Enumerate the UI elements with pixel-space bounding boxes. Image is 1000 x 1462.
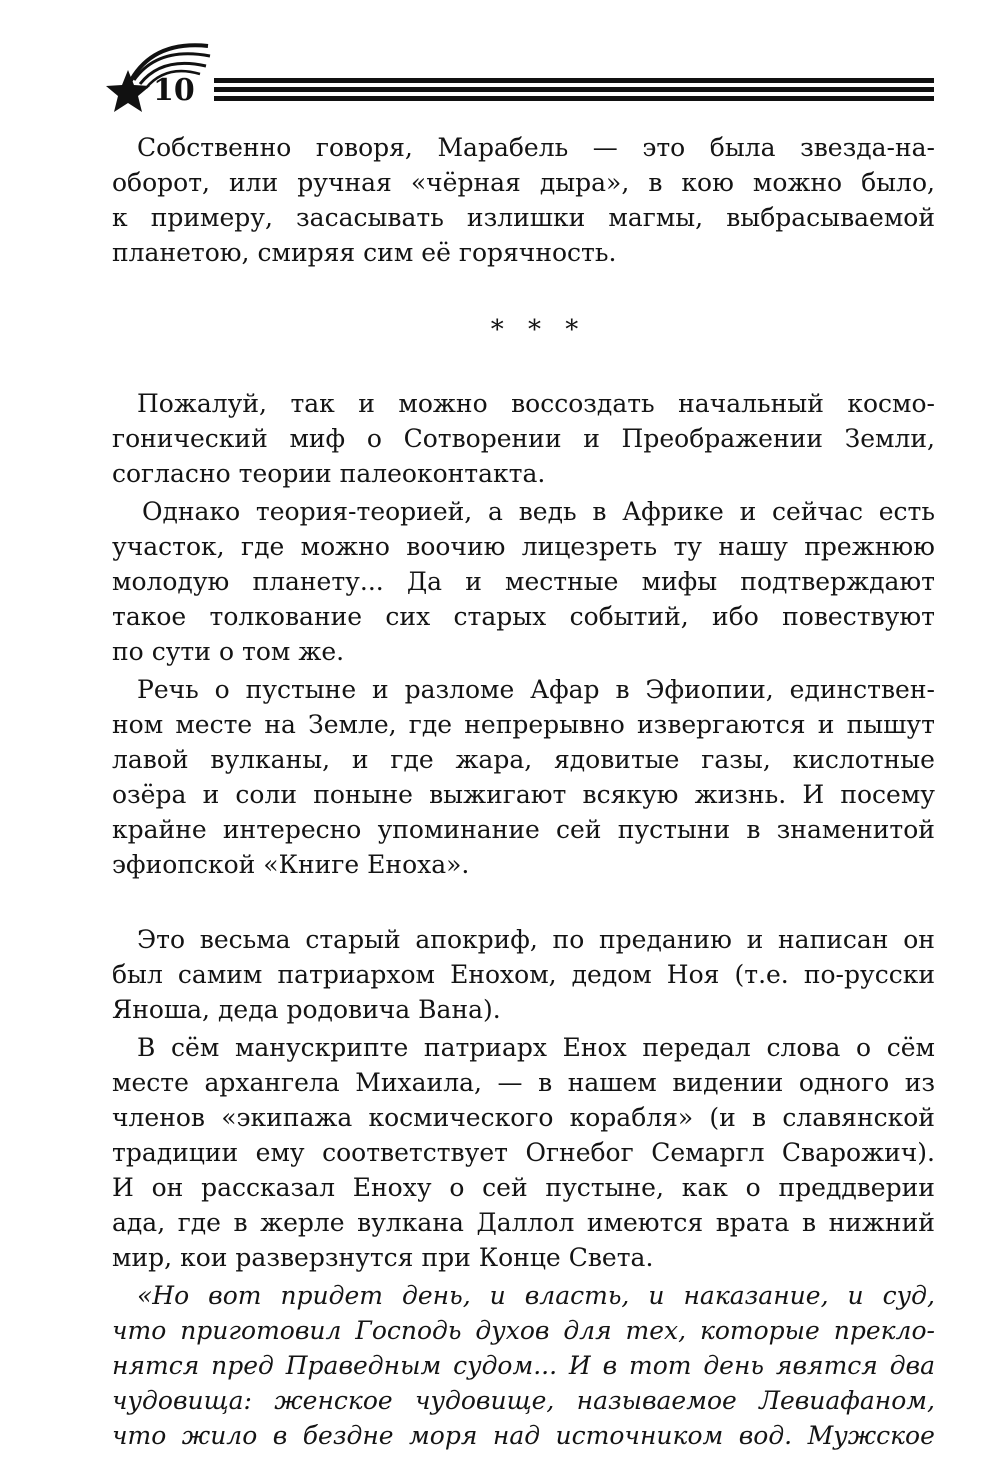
paragraph: [112, 494, 935, 669]
text-line: членов «экипажа космического корабля» (и в славянской: [112, 1103, 935, 1132]
text-line: месте архангела Михаила, — в нашем видении одного из: [112, 1068, 935, 1097]
paragraph: [112, 130, 935, 270]
text-line: Яноша, деда родовича Вана).: [112, 995, 501, 1024]
text-line: согласно теории палеоконтакта.: [112, 459, 546, 488]
paragraph: [112, 672, 935, 882]
text-line: что жило в бездне моря над источником вод. Мужское: [112, 1421, 935, 1450]
text-line: участок, где можно воочию лицезреть ту нашу прежнюю: [112, 532, 935, 561]
text-line: озёра и соли поныне выжигают всякую жизнь. И посему: [112, 780, 935, 809]
text-line: по сути о том же.: [112, 637, 345, 666]
text-line: В сём манускрипте патриарх Енох передал слова о сём: [137, 1033, 935, 1062]
text-line: эфиопской «Книге Еноха».: [112, 850, 470, 879]
text-line: Это весьма старый апокриф, по преданию и написан он: [137, 925, 935, 954]
text-line: такое толкование сих старых событий, ибо повествуют: [112, 602, 935, 631]
page-number: 10: [153, 73, 195, 108]
text-line: лавой вулканы, и где жара, ядовитые газы, кислотные: [112, 745, 935, 774]
text-line: Речь о пустыне и разломе Афар в Эфиопии, единствен-: [137, 675, 935, 704]
text-line: ном месте на Земле, где непрерывно извергаются и пышут: [112, 710, 935, 739]
page-header: [0, 0, 1000, 130]
text-line: был самим патриархом Енохом, дедом Ноя (т.е. по-русски: [112, 960, 935, 989]
text-line: к примеру, засасывать излишки магмы, выбрасываемой: [112, 203, 935, 232]
paragraph: [112, 1030, 935, 1275]
text-line: традиции ему соответствует Огнебог Семаргл Сварожич).: [112, 1138, 935, 1167]
text-line: Пожалуй, так и можно воссоздать начальный космо-: [137, 389, 935, 418]
page-body: [112, 130, 935, 1453]
text-line: ада, где в жерле вулкана Даллол имеются врата в нижний: [112, 1208, 935, 1237]
paragraph: [112, 922, 935, 1027]
text-line: молодую планету... Да и местные мифы подтверждают: [112, 567, 935, 596]
text-line: И он рассказал Еноху о сей пустыне, как о преддверии: [112, 1173, 935, 1202]
text-line: Собственно говоря, Марабель — это была звезда-на-: [137, 133, 935, 162]
text-line: что приготовил Господь духов для тех, которые прекло-: [112, 1316, 935, 1345]
text-line: Однако теория-теорией, а ведь в Африке и сейчас есть: [142, 497, 935, 526]
text-line: гонический миф о Сотворении и Преображении Земли,: [112, 424, 935, 453]
text-line: чудовища: женское чудовище, называемое Левиафаном,: [112, 1386, 935, 1415]
text-line: планетою, смиряя сим её горячность.: [112, 238, 617, 267]
quote-block: [112, 1278, 935, 1453]
text-line: мир, кои разверзнутся при Конце Света.: [112, 1243, 654, 1272]
text-line: крайне интересно упоминание сей пустыни в знаменитой: [112, 815, 935, 844]
section-separator: * * *: [490, 315, 587, 345]
text-line: оборот, или ручная «чёрная дыра», в кою можно было,: [112, 168, 935, 197]
paragraph: [112, 386, 935, 491]
text-line: нятся пред Праведным судом... И в тот день явятся два: [112, 1351, 935, 1380]
star-with-swoosh-icon: [0, 0, 1000, 130]
text-line: «Но вот придет день, и власть, и наказание, и суд,: [137, 1281, 935, 1310]
